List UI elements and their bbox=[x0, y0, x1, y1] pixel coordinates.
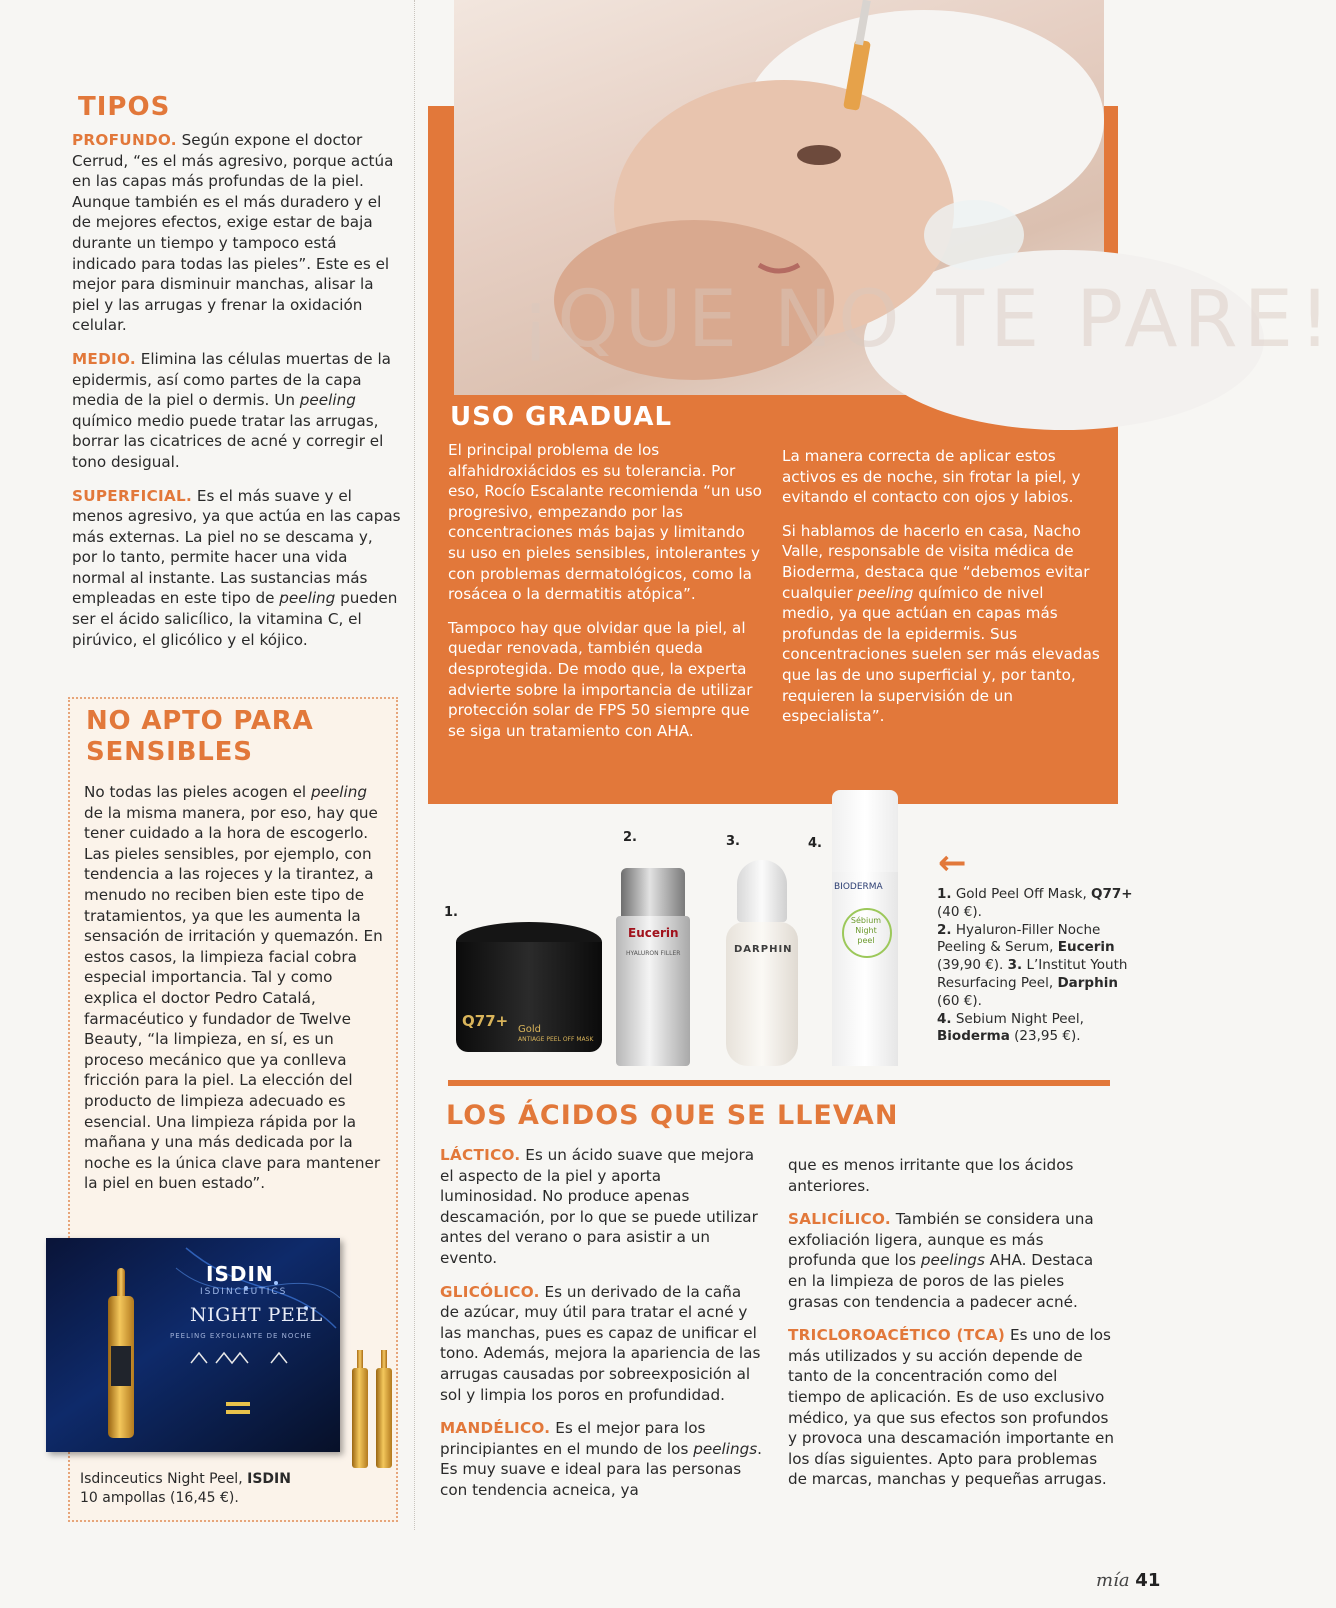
product-number: 1. bbox=[444, 905, 458, 920]
dna-helix-icon bbox=[46, 1238, 340, 1452]
product-number: 3. bbox=[726, 834, 740, 849]
bioderma-sub-label: Sébium Night peel bbox=[850, 916, 882, 945]
ampoule-image bbox=[376, 1350, 392, 1468]
product-caption-item: 4. Sebium Night Peel, Bioderma (23,95 €). bbox=[937, 1010, 1084, 1045]
uso-gradual-right-column: La manera correcta de aplicar estos activos es de noche, sin frotar la piel, y evitando el contacto con ojos y labios. Si hablamos de hacerlo en casa, Nacho Valle, responsable de visita médica de Bioderma, destaca que “debemos evitar cualquier peeling químico de nivel medio, ya que actúan en capas más profundas de la epidermis. Sus concentraciones suelen ser más elevadas que las de uno superficial y, por tanto, requieren la supervisión de un especialista”. bbox=[782, 447, 1100, 726]
isdin-product-name: NIGHT PEEL bbox=[190, 1304, 323, 1326]
magazine-name: mía bbox=[1096, 1570, 1130, 1591]
arrow-left-icon: ← bbox=[938, 843, 967, 883]
product-number: 4. bbox=[808, 836, 822, 851]
salicilico-paragraph: SALICÍLICO. También se considera una exfoliación ligera, aunque es más profunda que los peelings AHA. Destaca en la limpieza de poros de las pieles grasas con tendencia a padecer acné. bbox=[788, 1210, 1094, 1311]
product-caption-item: 1. Gold Peel Off Mask, Q77+ (40 €). bbox=[937, 886, 1133, 920]
uso-gradual-heading: USO GRADUAL bbox=[450, 402, 673, 432]
background-headline: ¡QUE NO TE PARE! bbox=[520, 275, 1336, 365]
q77-logo: Q77+ bbox=[462, 1012, 509, 1030]
orange-divider bbox=[448, 1080, 1110, 1086]
product-caption-item: 3. L’Institut Youth Resurfacing Peel, Darphin (60 €). bbox=[937, 957, 1128, 1009]
isdin-subbrand-label: ISDINCEUTICS bbox=[200, 1287, 288, 1297]
isdin-caption: Isdinceutics Night Peel, ISDIN 10 ampollas (16,45 €). bbox=[80, 1471, 291, 1506]
sensibles-heading: NO APTO PARA SENSIBLES bbox=[86, 706, 314, 767]
page-number: 41 bbox=[1135, 1570, 1161, 1591]
eucerin-bottle-image bbox=[616, 868, 690, 1066]
glicolico-paragraph: GLICÓLICO. Es un derivado de la caña de azúcar, muy útil para tratar el acné y las manchas, pues es capaz de unificar el tono. Además, mejora la apariencia de las arrugas causadas por sobreexposición al sol y limpia los poros en profundidad. bbox=[440, 1282, 761, 1404]
q77-jar-image bbox=[456, 922, 602, 1064]
mandelico-continuation: que es menos irritante que los ácidos anteriores. bbox=[788, 1156, 1074, 1195]
q77-label: Gold bbox=[518, 1024, 541, 1035]
bioderma-bottle-image bbox=[832, 790, 898, 1066]
tipos-section bbox=[72, 92, 402, 663]
acidos-heading: LOS ÁCIDOS QUE SE LLEVAN bbox=[446, 1100, 899, 1131]
acidos-left-column bbox=[440, 1145, 762, 1514]
eucerin-logo: Eucerin bbox=[628, 926, 679, 940]
products-caption bbox=[937, 886, 1137, 1046]
profundo-paragraph: PROFUNDO. Según expone el doctor Cerrud, “es el más agresivo, porque actúa en las capas más profundas de la piel. Aunque también es el más duradero y el de mejores efectos, exige estar de baja durante un tiempo y tampoco está indicado para todas las pieles”. Este es el mejor para disminuir manchas, alisar la piel y las arrugas y frenar la oxidación celular. bbox=[72, 131, 394, 335]
isdin-descriptor: PEELING EXFOLIANTE DE NOCHE bbox=[170, 1332, 312, 1340]
isdin-brand-label: ISDIN bbox=[206, 1262, 274, 1286]
ampoule-image bbox=[352, 1350, 368, 1468]
superficial-paragraph: SUPERFICIAL. Es el más suave y el menos agresivo, ya que actúa en las capas más externas. La piel no se descama y, por lo tanto, permite hacer una vida normal al instante. Las sustancias más empleadas en este tipo de peeling pueden ser el ácido salicílico, la vitamina C, el pirúvico, el glicólico y el kójico. bbox=[72, 486, 401, 649]
page-footer bbox=[1096, 1570, 1160, 1591]
uso-gradual-left-column: El principal problema de los alfahidroxiácidos es su tolerancia. Por eso, Rocío Escalante recomienda “un uso progresivo, empezando por las concentraciones más bajas y limitando su uso en pieles sensibles, intolerantes y con problemas dermatológicos, como la rosácea o la dermatitis atópica”. Tampoco hay que olvidar que la piel, al quedar renovada, también queda desprotegida. De modo que, la experta advierte sobre la importancia de utilizar protección solar de FPS 50 siempre que se siga un tratamiento con AHA. bbox=[448, 441, 762, 740]
q77-sub-label: ANTIAGE PEEL OFF MASK bbox=[518, 1036, 594, 1043]
column-divider bbox=[414, 0, 415, 1530]
bioderma-logo: BIODERMA bbox=[834, 882, 883, 892]
tca-paragraph: TRICLOROACÉTICO (TCA) Es uno de los más utilizados y su acción depende de tanto de la concentración como del tiempo de aplicación. Es de uso exclusivo médico, ya que sus efectos son profundos y provoca una descamación importante en los días siguientes. Apto para problemas de marcas, manchas y pequeñas arrugas. bbox=[788, 1326, 1114, 1489]
product-caption-item: 2. Hyaluron-Filler Noche Peeling & Serum, Eucerin (39,90 €). bbox=[937, 921, 1115, 974]
acidos-right-column bbox=[788, 1155, 1114, 1503]
product-number: 2. bbox=[623, 830, 637, 845]
darphin-logo: DARPHIN bbox=[734, 944, 793, 955]
lactico-paragraph: LÁCTICO. Es un ácido suave que mejora el aspecto de la piel y aporta luminosidad. No produce apenas descamación, por lo que se puede utilizar antes del verano o para asistir a un evento. bbox=[440, 1146, 758, 1267]
sensibles-paragraph: No todas las pieles acogen el peeling de la misma manera, por eso, hay que tener cuidado a la hora de escogerlo. Las pieles sensibles, por ejemplo, con tendencia a las rojeces y la tirantez, a menudo no reciben bien este tipo de tratamientos, ya que les aumenta la sensación de irritación y quemazón. En estos casos, la limpieza facial cobra especial importancia. Tal y como explica el doctor Pedro Catalá, farmacéutico y fundador de Twelve Beauty, “la limpieza, en sí, es un proceso mecánico que ya conlleva fricción para la piel. La elección del producto de limpieza adecuado es esencial. Una limpieza rápida por la mañana y una más dedicada por la noche es la única clave para mantener la piel en buen estado”. bbox=[84, 783, 383, 1193]
mandelico-paragraph: MANDÉLICO. Es el mejor para los principiantes en el mundo de los peelings. Es muy suave e ideal para las personas con tendencia acneica, ya bbox=[440, 1419, 762, 1499]
ampoule-image bbox=[108, 1268, 134, 1438]
isdin-product-box bbox=[46, 1238, 340, 1452]
darphin-bottle-image bbox=[726, 860, 798, 1066]
tipos-heading: TIPOS bbox=[78, 92, 171, 122]
medio-paragraph: MEDIO. Elimina las células muertas de la epidermis, así como partes de la capa media de la piel o dermis. Un peeling químico medio puede tratar las arrugas, borrar las cicatrices de acné y corregir el tono desigual. bbox=[72, 349, 391, 471]
eucerin-sub-label: HYALURON FILLER bbox=[626, 950, 681, 957]
